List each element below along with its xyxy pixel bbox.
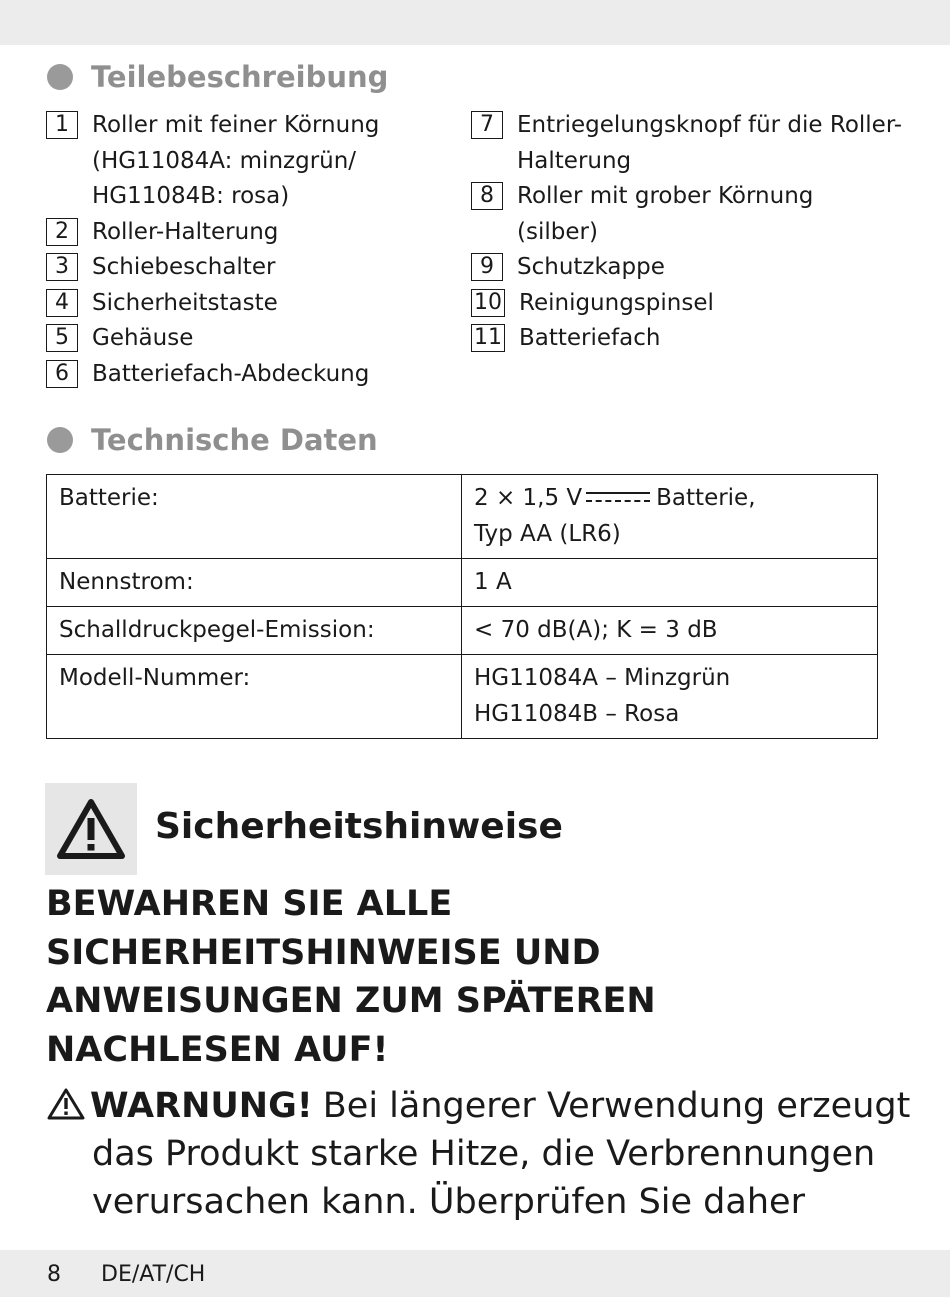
part-item bbox=[46, 215, 446, 251]
part-item bbox=[46, 357, 446, 393]
spec-value bbox=[462, 475, 878, 559]
part-item bbox=[471, 321, 911, 357]
table-row bbox=[47, 475, 878, 559]
warning-triangle-icon bbox=[46, 1087, 86, 1121]
battery-word: Batterie, bbox=[656, 485, 756, 511]
spec-table bbox=[46, 474, 878, 739]
part-item bbox=[46, 250, 446, 286]
spec-value: 1 A bbox=[462, 559, 878, 607]
part-text: Roller-Halterung bbox=[92, 218, 279, 245]
part-text: Batteriefach-Abdeckung bbox=[92, 360, 370, 387]
part-number: 9 bbox=[471, 253, 503, 281]
part-number: 4 bbox=[46, 289, 78, 317]
part-number: 5 bbox=[46, 324, 78, 352]
warning-text: das Produkt starke Hitze, die Verbrennungen bbox=[92, 1134, 876, 1174]
warning-text: Bei längerer Verwendung erzeugt bbox=[322, 1086, 911, 1126]
part-number: 11 bbox=[471, 324, 505, 352]
tech-section-heading bbox=[47, 423, 378, 457]
parts-list-left bbox=[46, 108, 446, 392]
spec-label: Schalldruckpegel-Emission: bbox=[47, 607, 462, 655]
part-text: Halterung bbox=[517, 147, 632, 174]
warning-text: verursachen kann. Überprüfen Sie daher bbox=[92, 1182, 805, 1222]
caps-line: SICHERHEITSHINWEISE UND bbox=[46, 932, 601, 973]
part-text: Roller mit grober Körnung bbox=[517, 183, 814, 209]
table-row bbox=[47, 655, 878, 739]
part-number: 6 bbox=[46, 360, 78, 388]
spec-value bbox=[462, 655, 878, 739]
parts-section-heading bbox=[47, 60, 388, 94]
direct-current-symbol-icon bbox=[586, 490, 650, 504]
warning-paragraph bbox=[46, 1082, 916, 1226]
caps-line: BEWAHREN SIE ALLE bbox=[46, 884, 453, 924]
bullet-circle-icon bbox=[47, 64, 73, 90]
part-item bbox=[471, 250, 911, 286]
parts-section-title: Teilebeschreibung bbox=[91, 60, 389, 94]
battery-voltage: 2 × 1,5 V bbox=[474, 485, 583, 511]
bullet-circle-icon bbox=[47, 427, 73, 453]
spec-value: < 70 dB(A); K = 3 dB bbox=[462, 607, 878, 655]
part-text: HG11084B: rosa) bbox=[92, 183, 290, 209]
part-text: Batteriefach bbox=[519, 325, 661, 351]
caps-line: ANWEISUNGEN ZUM SPÄTEREN bbox=[46, 981, 656, 1021]
safety-caps-notice bbox=[46, 880, 906, 1074]
part-item bbox=[46, 286, 446, 322]
top-band bbox=[0, 0, 950, 45]
table-row bbox=[47, 607, 878, 655]
safety-title: Sicherheitshinweise bbox=[155, 806, 563, 847]
part-item bbox=[46, 321, 446, 357]
spec-label: Nennstrom: bbox=[47, 559, 462, 607]
part-item bbox=[471, 108, 911, 179]
footer-band bbox=[0, 1250, 950, 1297]
warning-icon-box bbox=[45, 783, 137, 875]
warning-triangle-icon bbox=[56, 798, 126, 860]
part-text: Reinigungspinsel bbox=[519, 289, 714, 316]
table-row bbox=[47, 559, 878, 607]
battery-type: Typ AA (LR6) bbox=[474, 521, 621, 547]
part-number: 7 bbox=[471, 111, 503, 139]
part-item bbox=[471, 179, 911, 250]
part-text: Schutzkappe bbox=[517, 254, 665, 280]
part-text: (silber) bbox=[517, 218, 598, 245]
parts-list-right bbox=[471, 108, 911, 357]
language-code: DE/AT/CH bbox=[101, 1262, 206, 1287]
part-item bbox=[471, 286, 911, 322]
part-number: 3 bbox=[46, 253, 78, 281]
caps-line: NACHLESEN AUF! bbox=[46, 1029, 389, 1070]
part-number: 1 bbox=[46, 111, 78, 139]
spec-label: Batterie: bbox=[47, 475, 462, 559]
warning-label: WARNUNG! bbox=[90, 1086, 313, 1126]
part-text: Entriegelungsknopf für die Roller- bbox=[517, 112, 903, 138]
spec-label: Modell-Nummer: bbox=[47, 655, 462, 739]
part-text: Gehäuse bbox=[92, 325, 194, 351]
part-number: 2 bbox=[46, 218, 78, 246]
part-text: Sicherheitstaste bbox=[92, 289, 278, 316]
part-text: Schiebeschalter bbox=[92, 254, 276, 280]
part-text: (HG11084A: minzgrün/ bbox=[92, 147, 357, 174]
part-item bbox=[46, 108, 446, 215]
part-number: 8 bbox=[471, 182, 503, 210]
page-number: 8 bbox=[47, 1262, 61, 1287]
tech-section-title: Technische Daten bbox=[91, 423, 378, 457]
model-number: HG11084B – Rosa bbox=[474, 701, 680, 727]
model-number: HG11084A – Minzgrün bbox=[474, 665, 731, 691]
part-text: Roller mit feiner Körnung bbox=[92, 112, 380, 138]
part-number: 10 bbox=[471, 289, 505, 317]
